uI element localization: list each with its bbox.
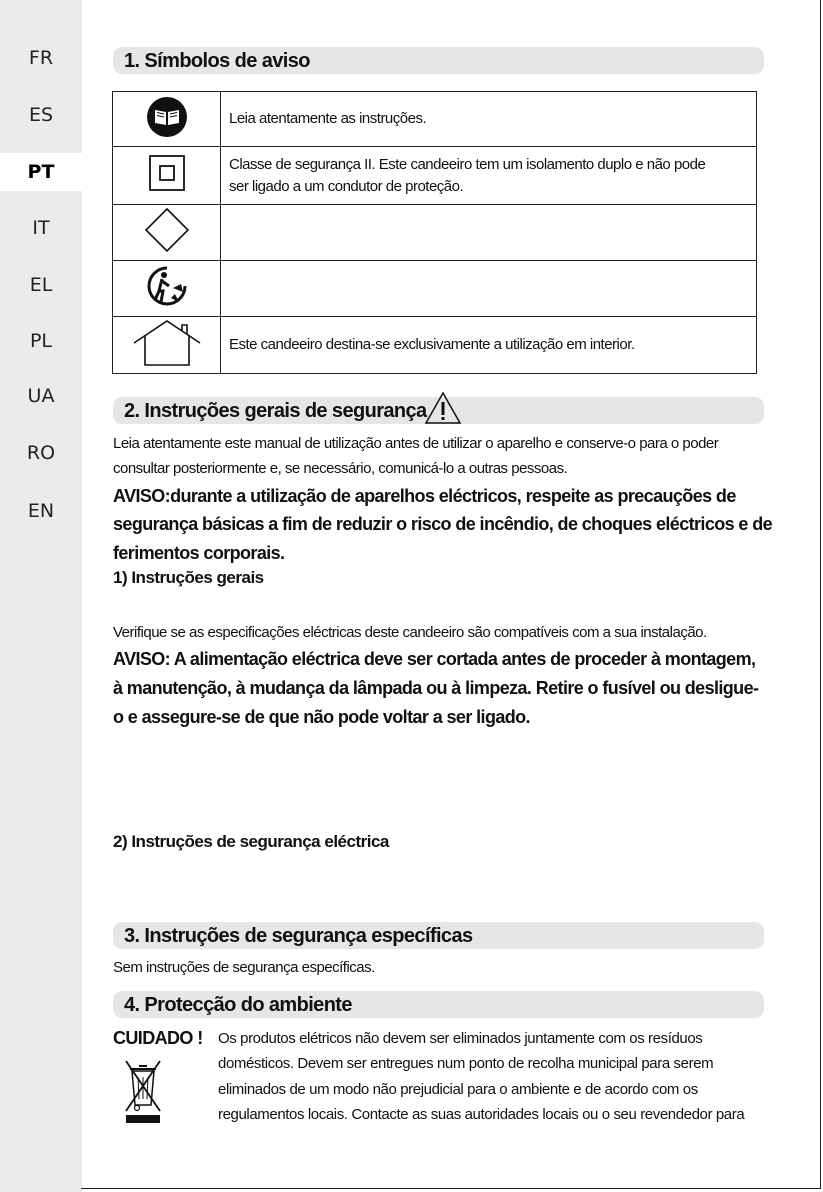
lang-fr: FR bbox=[28, 47, 54, 69]
crossed-bin-weee-icon bbox=[122, 1057, 164, 1127]
lang-en: EN bbox=[27, 500, 55, 522]
section-3-title: 3. Instruções de segurança específicas bbox=[124, 925, 473, 947]
triman-recycling-icon bbox=[145, 264, 189, 308]
section-2-title: 2. Instruções gerais de segurança bbox=[124, 400, 427, 422]
subheading-general: 1) Instruções gerais bbox=[113, 568, 264, 587]
language-sidebar bbox=[0, 0, 82, 1192]
warning-line: segurança básicas a fim de reduzir o risco de incêndio, de choques eléctricos e de bbox=[113, 514, 773, 534]
lang-pl: PL bbox=[29, 330, 53, 352]
section-2-header bbox=[113, 397, 764, 424]
diamond-icon bbox=[143, 206, 191, 254]
lang-ua: UA bbox=[27, 385, 55, 407]
lang-es: ES bbox=[28, 104, 54, 126]
section-3-text: Sem instruções de segurança específicas. bbox=[113, 959, 375, 976]
warning-symbols-table bbox=[112, 91, 757, 374]
symbol-row bbox=[113, 261, 757, 317]
symbol-row bbox=[113, 205, 757, 261]
symbol-text-line: ser ligado a um condutor de proteção. bbox=[229, 177, 464, 195]
symbol-row bbox=[113, 317, 757, 374]
section-1-title: 1. Símbolos de aviso bbox=[124, 50, 310, 72]
verify-text: Verifique se as especificações eléctricas deste candeeiro são compatíveis com a sua instalação. bbox=[113, 624, 707, 641]
warning-line: ferimentos corporais. bbox=[113, 543, 285, 563]
environment-line: Os produtos elétricos não devem ser eliminados juntamente com os resíduos bbox=[218, 1030, 703, 1047]
intro-line: Leia atentamente este manual de utilização antes de utilizar o aparelho e conserve-o para o poder bbox=[113, 435, 719, 452]
subheading-electrical: 2) Instruções de segurança eléctrica bbox=[113, 832, 389, 851]
warning-line: à manutenção, à mudança da lâmpada ou à limpeza. Retire o fusível ou desligue- bbox=[113, 678, 759, 698]
environment-line: domésticos. Devem ser entregues num ponto de recolha municipal para serem bbox=[218, 1055, 714, 1072]
lang-el: EL bbox=[29, 274, 53, 296]
symbol-text: Leia atentamente as instruções. bbox=[229, 110, 427, 127]
symbol-text-line: Classe de segurança II. Este candeeiro tem um isolamento duplo e não pode bbox=[229, 155, 706, 173]
symbol-row bbox=[113, 92, 757, 147]
section-4-title: 4. Protecção do ambiente bbox=[124, 994, 352, 1016]
warning-line: o e assegure-se de que não pode voltar a ser ligado. bbox=[113, 707, 530, 727]
warning-line: AVISO: A alimentação eléctrica deve ser cortada antes de proceder à montagem, bbox=[113, 649, 756, 669]
section-3-header bbox=[113, 922, 764, 949]
symbol-row bbox=[113, 147, 757, 205]
section-4-header bbox=[113, 991, 764, 1018]
lang-it: IT bbox=[32, 217, 50, 239]
lang-ro: RO bbox=[26, 442, 56, 464]
lang-pt-active: PT bbox=[0, 153, 82, 191]
symbol-text: Este candeeiro destina-se exclusivamente a utilização em interior. bbox=[229, 336, 635, 353]
class-ii-double-insulation-icon bbox=[147, 153, 187, 193]
intro-line: consultar posteriormente e, se necessário, comunicá-lo a outras pessoas. bbox=[113, 460, 568, 477]
caution-label: CUIDADO ! bbox=[113, 1028, 203, 1048]
warning-line: AVISO:durante a utilização de aparelhos eléctricos, respeite as precauções de bbox=[113, 486, 736, 506]
warning-triangle-icon bbox=[424, 391, 462, 425]
read-instructions-icon bbox=[146, 96, 188, 138]
environment-line: regulamentos locais. Contacte as suas autoridades locais ou o seu revendedor para bbox=[218, 1106, 745, 1123]
indoor-use-house-icon bbox=[132, 319, 202, 367]
environment-line: eliminados de um modo não prejudicial para o ambiente e de acordo com os bbox=[218, 1081, 698, 1098]
section-1-header bbox=[113, 47, 764, 74]
